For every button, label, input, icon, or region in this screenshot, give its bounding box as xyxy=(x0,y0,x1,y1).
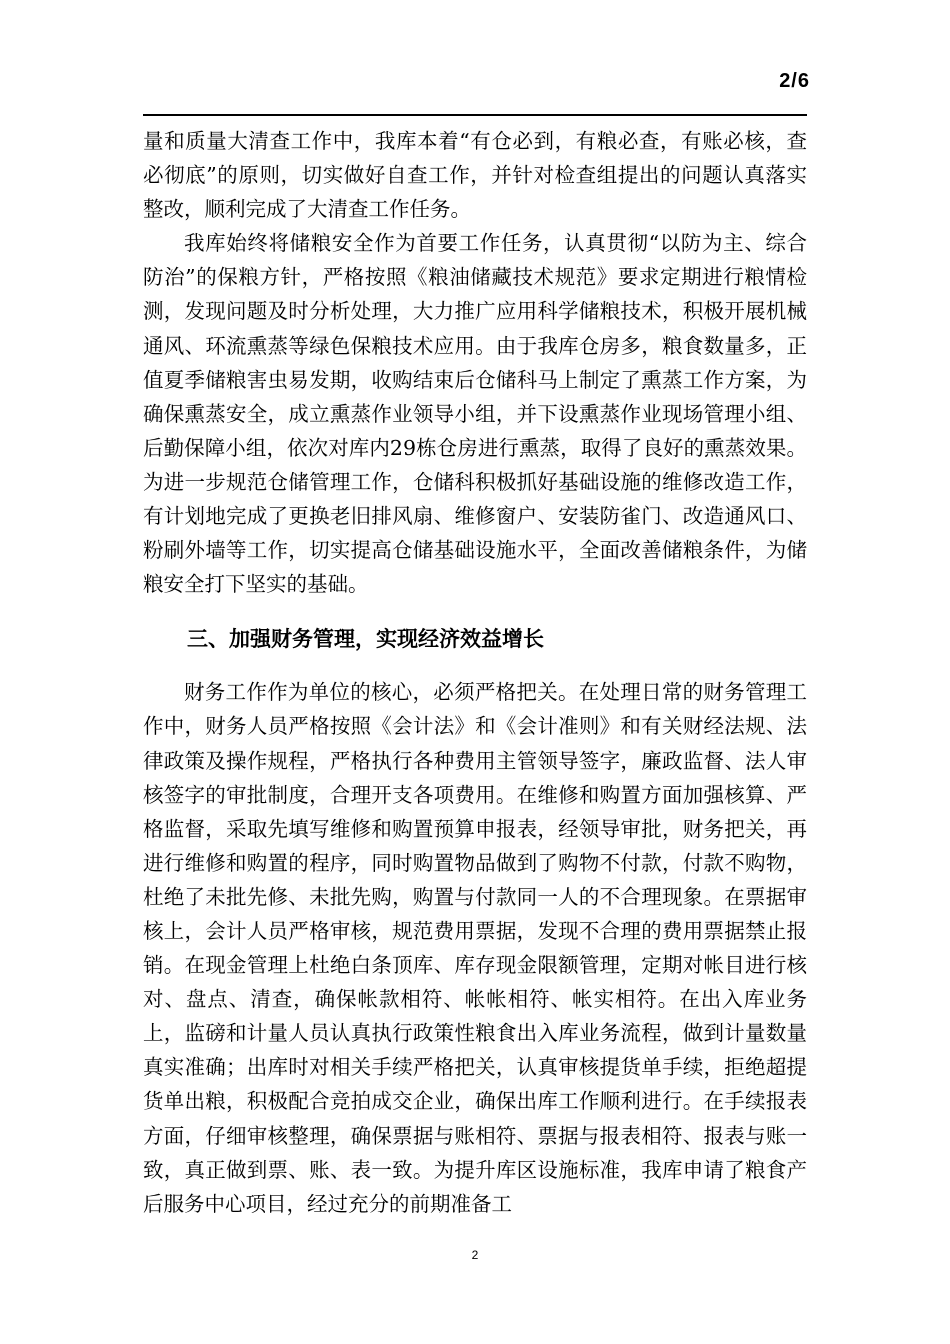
page-indicator: 2/6 xyxy=(779,70,810,92)
paragraph-grain-storage: 我库始终将储粮安全作为首要工作任务，认真贯彻“以防为主、综合防治”的保粮方针，严格按照《粮油储藏技术规范》要求定期进行粮情检测，发现问题及时分析处理，大力推广应用科学储粮技术，积极开展机械通风、环流熏蒸等绿色保粮技术应用。由于我库仓房多，粮食数量多，正值夏季储粮害虫易发期，收购结束后仓储科马上制定了熏蒸工作方案，为确保熏蒸安全，成立熏蒸作业领导小组，并下设熏蒸作业现场管理小组、后勤保障小组，依次对库内29栋仓房进行熏蒸，取得了良好的熏蒸效果。为进一步规范仓储管理工作，仓储科积极抓好基础设施的维修改造工作，有计划地完成了更换老旧排风扇、维修窗户、安装防雀门、改造通风口、粉刷外墙等工作，切实提高仓储基础设施水平，全面改善储粮条件，为储粮安全打下坚实的基础。 xyxy=(143,231,807,597)
header-divider xyxy=(143,114,807,116)
paragraph-continued: 量和质量大清查工作中，我库本着“有仓必到，有粮必查，有账必核，查必彻底”的原则，切实做好自查工作，并针对检查组提出的问题认真落实整改，顺利完成了大清查工作任务。 xyxy=(143,129,807,222)
paragraph-finance: 财务工作作为单位的核心，必须严格把关。在处理日常的财务管理工作中，财务人员严格按照《会计法》和《会计准则》和有关财经法规、法律政策及操作规程，严格执行各种费用主管领导签字，廉政监督、法人审核签字的审批制度，合理开支各项费用。在维修和购置方面加强核算、严格监督，采取先填写维修和购置预算申报表，经领导审批，财务把关，再进行维修和购置的程序，同时购置物品做到了购物不付款，付款不购物，杜绝了未批先修、未批先购，购置与付款同一人的不合理现象。在票据审核上，会计人员严格审核，规范费用票据，发现不合理的费用票据禁止报销。在现金管理上杜绝白条顶库、库存现金限额管理，定期对帐目进行核对、盘点、清查，确保帐款相符、帐帐相符、帐实相符。在出入库业务上，监磅和计量人员认真执行政策性粮食出入库业务流程，做到计量数量真实准确；出库时对相关手续严格把关，认真审核提货单手续，拒绝超提货单出粮，积极配合竞拍成交企业，确保出库工作顺利进行。在手续报表方面，仔细审核整理，确保票据与账相符、票据与报表相符、报表与账一致，真正做到票、账、表一致。为提升库区设施标准，我库申请了粮食产后服务中心项目，经过充分的前期准备工 xyxy=(143,680,807,1216)
document-body xyxy=(143,124,807,1221)
footer-page-number: 2 xyxy=(471,1248,479,1262)
section-heading: 三、加强财务管理，实现经济效益增长 xyxy=(187,627,544,652)
